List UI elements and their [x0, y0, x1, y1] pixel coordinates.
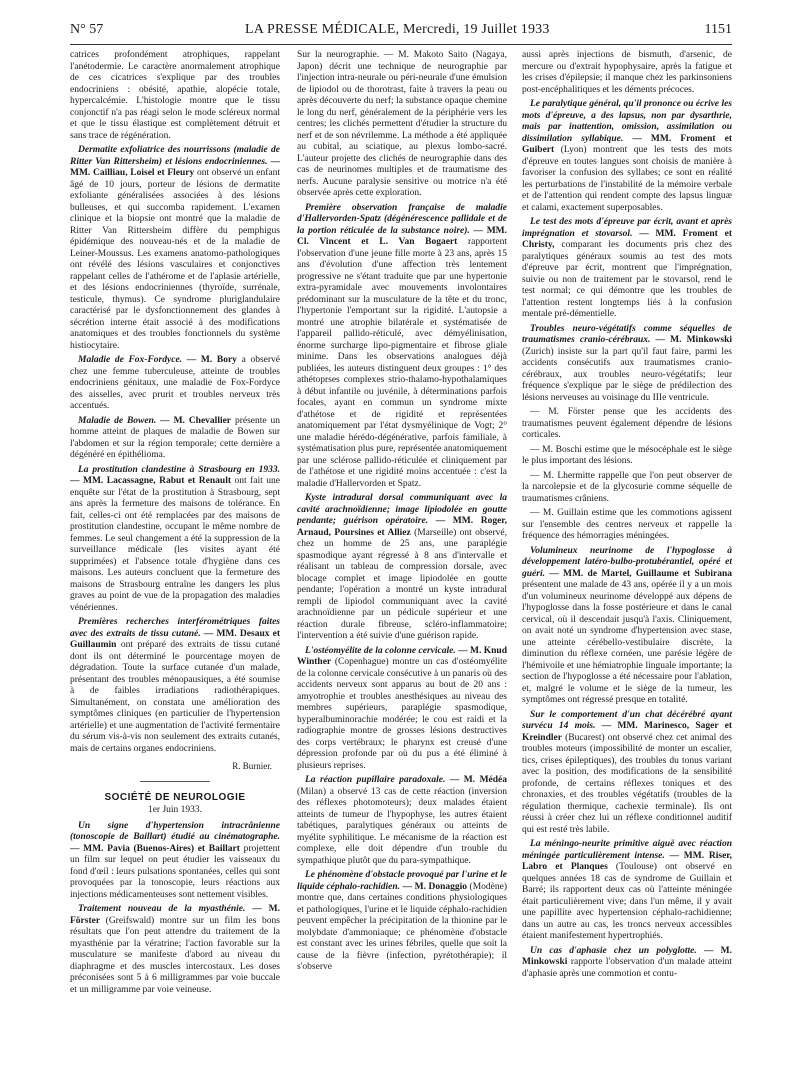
- article-authors: — MM. Marinesco, Sager et Kreindler: [522, 721, 732, 743]
- article-body: ont fait une enquête sur l'état de la prostitution à Strasbourg, sept ans après la fermeture des maisons de tolérance. En fait, celles-ci ont été remplacées par des maisons de prostitution clandestine, occupant le même nombre de femmes. Le seul changement a été la suppression de la surveillance médicale (les visites ayant été supprimées) et l'absence totale d'hygiène dans ces maisons. Les auteurs concluent que la fermeture des maisons de Strasbourg entraîne les dangers les plus graves au point de vue de la propagation des maladies vénériennes.: [70, 476, 280, 613]
- column-1: [70, 50, 280, 1070]
- discussion-remark: — M. Lhermitte rappelle que l'on peut observer de la narcolepsie et de la glycosurie comme séquelle de traumatismes crâniens.: [522, 470, 732, 504]
- article-body: ont préparé des extraits de tissu cutané dont ils ont déterminé le pourcentage moyen de dégradation. Toute la surface cutanée d'un malade, présentant des troubles ménopausiques, a été soumise à de faibles irradiations radiothérapiques. Simultanément, on constata une amélioration des symptômes cliniques (en particulier de l'hypertension artérielle) et une augmentation de l'activité fermentaire du sérum vis-à-vis non seulement des extraits cutanés, mais de certains organes endocriniens.: [70, 640, 280, 754]
- article: [70, 617, 280, 755]
- article-authors: — MM. Cl. Vincent et L. Van Bogaert: [297, 225, 507, 247]
- article-authors: — M. Minkowski: [655, 335, 732, 345]
- article-title: Maladie de Bowen.: [78, 415, 157, 426]
- article-title: Maladie de Fox-Fordyce.: [78, 355, 183, 365]
- article-authors: — MM. Cailliau, Loisel et Fleury: [70, 156, 280, 178]
- column-3: [522, 50, 732, 1070]
- article: [522, 839, 732, 943]
- article-title: Traitement nouveau de la myasthénie.: [78, 904, 246, 914]
- article-title: L'ostéomyélite de la colonne cervicale.: [305, 645, 456, 656]
- article-title: La méningo-neurite primitive aiguë avec réaction méningée particulièrement intense.: [522, 839, 732, 861]
- article-body: présente un homme atteint de plaques de maladie de Bowen sur l'abdomen et sur la région temporale; cette dernière a dégénéré en épithélioma.: [70, 415, 280, 460]
- article: [297, 775, 507, 867]
- article-body: (Marseille) ont observé, chez un homme de 25 ans, une paraplégie spasmodique ayant régressé à 8 ans d'intervalle et réalisant un tableau de compression dorsale, avec blocage complet et image lipiodolée en goutte pendante; l'opération a montré un kyste intradural rempli de lipiodol communiquant avec la cavité arachnoïdienne par un pédicule supérieur et une réaction durale fibreuse, scléro-inflammatoire; l'intervention a été suivie d'une guérison rapide.: [297, 527, 507, 641]
- article-body: (Milan) a observé 13 cas de cette réaction (inversion des réflexes photomoteurs); deux malades étaient atteints de tumeur de l'hypophyse, les autres étaient tabétiques, paralytiques généraux ou atteints de myélite syphilitique. Le mécanisme de la réaction est complexe, elle doit dépendre d'un trouble du sympathique plutôt que du para-sympathique.: [297, 786, 507, 866]
- article: [70, 465, 280, 615]
- article: [70, 355, 280, 413]
- article-body: rapportent l'observation d'une jeune fille morte à 23 ans, après 15 ans d'évolution d'une affection très lentement progressive ne s'étant traduite que par une hypertonie extra-pyramidale avec mouvements involontaires prédominant sur la musculature de la tête et du tronc, l'hypertonie l'emportant sur la rigidité. L'autopsie a montré une atrophie bilatérale et systématisée de l'appareil pallido-réticulé, avec démyélinisation, énorme surcharge lipo-pigmentaire et fibrose gliale minime. Dans les observations analogues déjà publiées, les auteurs distinguent deux groupes : 1° des athétoprses complexes strio-thalamo-hypothalamiques à début infantile ou juvénile, à déterminations parfois focales, ayant en commun un syndrome mixte d'athétose et de rigidité et représentées anatomiquement par l'état dysmyélinique de Vogt; 2° une maladie hérédo-dégénérative, parfois familiale, à systématisation plus pure, représentée anatomiquement par une sclérose pallido-réticulée et cliniquement par de l'athétose et une rigidité moins accentuée : c'est la maladie d'Hallervorden et Spatz.: [297, 237, 507, 489]
- page-header: [70, 22, 732, 44]
- article-authors: — M. Donaggio: [402, 881, 468, 892]
- article-body: a observé chez une femme tuberculeuse, atteinte de troubles endocriniens génitaux, une maladie de Fox-Fordyce des aisselles, avec prurit et troubles nerveux très accentués.: [70, 355, 280, 411]
- article: [70, 416, 280, 462]
- society-heading: SOCIÉTÉ DE NEUROLOGIE: [104, 791, 246, 803]
- page-number: 1151: [704, 22, 732, 37]
- paragraph: Sur la neurographie. — M. Makoto Saito (Nagaya, Japon) décrit une technique de neurographie par l'injection intra-neurale ou péri-neurale d'une émulsion de lipiodol ou de thorotrast, faite à travers la peau ou après découverte du nerf; la substance opaque chemine le long du nerf, généralement de la périphérie vers les centres; les clichés permettent d'étudier la structure du nerf et de son névrilemme. La méthode a été appliquée au cubital, au sciatique, au plexus lombo-sacré. L'auteur projette des clichés de neurographie dans des cas de neurinomes multiples et de traumatisme des nerfs. Aucune paralysie sensitive ou motrice n'a été observée après cette exploration.: [297, 50, 507, 198]
- article: [297, 203, 507, 491]
- discussion-remark: — M. Guillain estime que les commotions agissent sur l'ensemble des centres nerveux et rappelle la fréquence des hémorragies méningées.: [522, 508, 732, 541]
- article-body: ont observé un enfant âgé de 10 jours, porteur de lésions de dermatite exfoliante généralisées associées à des lésions bulleuses, et qui succomba rapidement. L'examen clinique et la biopsie ont montré que la maladie de Ritter Van Rittersheim diffère du pemphigus épidémique des nouveau-nés et de la maladie de Leiner-Moussus. Les examens anatomo-pathologiques ont révélé des lésions vasculaires et conjonctives rappelant celles de l'athérome et de l'aplasie artérielle, et des lésions endocriniennes (thyroïde, surrénale, testicule, thymus). Ce syndrome pluriglandulaire caractérisé par le dysfonctionnement des glandes à sécrétion interne était associé à des modifications anatomiques et des troubles fonctionnels du système histiocytaire.: [70, 168, 280, 351]
- article-body: (Modène) montre que, dans certaines conditions physiologiques et pathologiques, l'urine et le liquide céphalo-rachidien peuvent empêcher la précipitation de la thionine par le molybdate d'ammoniaque; ce phénomène d'obstacle est constant avec les urines fébriles, quelle que soit la cause de la fièvre (infection, pyrétothérapie); il s'observe: [297, 881, 507, 972]
- article-body: (Zurich) insiste sur la part qu'il faut faire, parmi les accidents consécutifs aux traumatismes cranio-cérébraux, aux troubles neuro-végétatifs; leur fréquence s'explique par le siège de prédilection des lésions nerveuses au voisinage du IIIe ventricule.: [522, 346, 732, 403]
- journal-title: LA PRESSE MÉDICALE, Mercredi, 19 Juillet 1933: [245, 22, 550, 37]
- article-body: (Bucarest) ont observé chez cet animal des troubles moteurs (impossibilité de monter un escalier, tics, crises épileptiques), des troubles du tonus variant avec la position, des modifications de la sensibilité profonde, de certains réflexes toniques et des chronaxies, et des troubles végétatifs (troubles de la régulation thermique, cachexie terminale). Ils ont réussi à créer chez lui un réflexe conditionnel auditif qui est resté très labile.: [522, 732, 732, 835]
- paragraph: catrices profondément atrophiques, rappelant l'anétodermie. Le caractère anormalement atrophique de ces cicatrices s'explique par des troubles endocriniens : obésité, apathie, alopécie totale, hypercalcémie. L'histologie montre que le tissu conjonctif n'a pas réagi selon le mode scléreux normal et que le tissu élastique est complètement détruit et sans trace de régénération.: [70, 50, 280, 141]
- article-authors: — M. Förster: [70, 904, 280, 926]
- article-title: Le paralytique général, qu'il prononce ou écrive les mots d'épreuve, a des lapsus, non par dysarthrie, mais par inattention, omission, assimilation ou dissimilation syllabique.: [522, 99, 732, 144]
- section-divider: [140, 781, 210, 782]
- article-title: Le phénomène d'obstacle provoqué par l'urine et le liquide céphalo-rachidien.: [297, 870, 507, 892]
- article-authors: — MM. Roger, Arnaud, Poursines et Alliez: [297, 516, 507, 538]
- article-authors: — M. Médéa: [449, 775, 507, 785]
- article-body: rapporte l'observation d'un malade atteint d'aphasie après une commotion et contu-: [522, 957, 732, 979]
- article-title: Un signe d'hypertension intracrânienne (tonoscopie de Baillart) étudié au cinématographe.: [70, 820, 280, 842]
- article-body: (Lyon) montrent que les tests des mots d'épreuve en toutes langues sont choisis de manière à favoriser la confusion des syllabes; ce sont en réalité les perturbations de l'instabilité de la mémoire verbale et de l'attention qui rendent compte des lapsus linguæ et calami, exactement superposables.: [522, 145, 732, 213]
- article: [522, 324, 732, 405]
- article-authors: — MM. Pavia (Buenos-Aires) et Baillart: [70, 843, 240, 854]
- article-body: comparant les documents pris chez des paralytiques généraux soumis au test des mots d'épreuve par écrit, montrent que l'imprégnation, suivie ou non de traitement par le stovarsol, rend le test normal; ce qui démontre que les troubles de l'attention restent longtemps liés à la confusion mentale pré-démentielle.: [522, 240, 732, 319]
- article-title: Première observation française de maladie d'Hallervorden-Spatz (dégénérescence pallidale et de la portion réticulée de la substance noire).: [297, 202, 507, 236]
- article-title: Volumineux neurinome de l'hypoglosse à développement latéro-bulbo-protubérantiel, opéré et guéri.: [522, 545, 732, 579]
- article-authors: — MM. Riser, Labro et Planques: [522, 850, 732, 872]
- article: [522, 217, 732, 321]
- article: [70, 821, 280, 902]
- article-body: projettent un film sur lequel on peut étudier les vaisseaux du fond d'œil : leurs pulsations spontanées, celles qui sont provoquées par la tonoscopie, leurs réactions aux injections médicamenteuses sont nettement visibles.: [70, 843, 280, 900]
- article: [522, 546, 732, 707]
- discussion-remark: — M. Boschi estime que le mésocéphale est le siège le plus important des lésions.: [522, 444, 732, 466]
- article-title: Sur le comportement d'un chat décérébré ayant survécu 14 mois.: [522, 709, 732, 731]
- article-authors: — M. Knud Winther: [297, 645, 507, 667]
- article-title: Dermatite exfoliatrice des nourrissons (maladie de Ritter Van Rittersheim) et lésions endocriniennes.: [70, 145, 280, 167]
- article: [522, 710, 732, 837]
- session-date: 1er Juin 1933.: [147, 805, 203, 815]
- article-title: Le test des mots d'épreuve par écrit, avant et après imprégnation et stovarsol.: [522, 217, 732, 239]
- article: [70, 904, 280, 996]
- article-title: Kyste intradural dorsal communiquant avec la cavité arachnoïdienne; image lipiodolée en goutte pendante; guérison opératoire.: [297, 493, 507, 526]
- article-title: Troubles neuro-végétatifs comme séquelles de traumatismes cranio-cérébraux.: [522, 323, 732, 345]
- article-authors: — M. Chevallier: [160, 415, 232, 426]
- article-body: présentent une malade de 43 ans, opérée il y a un mois d'un volumineux neurinome développé aux dépens de l'hypoglosse dans la fosse postérieure et dans le canal cervical, où il descendait jusqu'à l'axis. Cliniquement, on avait noté un syndrome d'hypertension avec stase, une atteinte cérébello-vestibulaire discrète, la diminution du réflexe cornéen, une parésie légère de l'hémivoile et une hémiatrophie linguale importante; la section de l'hypoglosse a été nécessaire pour l'ablation, et, malgré le volume et le siège de la tumeur, les symptômes ont régressé presque en totalité.: [522, 580, 732, 705]
- article-title: Un cas d'aphasie chez un polyglotte.: [530, 945, 697, 956]
- article: [522, 946, 732, 981]
- article-authors: — MM. Froment et Christy,: [522, 228, 732, 250]
- article-title: La réaction pupillaire paradoxale.: [305, 775, 446, 785]
- article: [297, 870, 507, 974]
- article: [70, 145, 280, 352]
- article-authors: — MM. Desaux et Guillaumin: [70, 628, 280, 650]
- column-2: [297, 50, 507, 1070]
- article-authors: — MM. de Martel, Guillaume et Subirana: [549, 568, 732, 579]
- article: [297, 646, 507, 773]
- article-body: (Greifswald) montre sur un film les bons résultats que l'on peut attendre du traitement de la myasthénie par la vératrine; l'action favorable sur la musculature se manifeste d'abord au niveau du diaphragme et des muscles intercostaux. Les doses préconisées sont 5 à 6 milligrammes par voie buccale et un milligramme par voie veineuse.: [70, 915, 280, 995]
- article-title: La prostitution clandestine à Strasbourg en 1933.: [78, 464, 280, 475]
- article-body: (Copenhague) montre un cas d'ostéomyélite de la colonne cervicale consécutive à un panaris où des accidents nerveux sont apparus au bout de 20 ans : amyotrophie et troubles anesthésiques au niveau des membres supérieurs, paraplégie spasmodique, hyperalbuminorachie modérée; le cou est raidi et la radiographie montre de grosses lésions destructives des corps vertébraux; le pharynx est creusé d'une dépression profonde par où du pus a été éliminé à plusieurs reprises.: [297, 657, 507, 771]
- article: [297, 493, 507, 643]
- signature: R. Burnier.: [232, 761, 272, 771]
- paragraph: aussi après injections de bismuth, d'arsenic, de mercure ou d'extrait hypophysaire, après la fatigue et les crises d'épilepsie; il manque chez les parkinsoniens post-encéphalitiques et les déments précoces.: [522, 50, 732, 95]
- article-authors: — M. Bory: [186, 355, 237, 365]
- article-authors: — MM. Froment et Guibert: [522, 133, 732, 155]
- article-authors: — M. Minkowski: [522, 945, 732, 967]
- header-rule: [70, 44, 732, 45]
- article: [522, 99, 732, 214]
- article-title: Premières recherches interférométriques faites avec des extraits de tissu cutané.: [70, 617, 280, 639]
- article-body: (Toulouse) ont observé en quelques années 18 cas de syndrome de Guillain et Barré; ils rapportent deux cas où l'atteinte méningée était particulièrement vive; dans l'un même, il y avait une papillite avec hypertension céphalo-rachidienne; dans un autre au cas, les troncs nerveux accessibles étaient manifestement hypertrophiés.: [522, 862, 732, 941]
- discussion-remark: — M. Förster pense que les accidents des traumatismes peuvent également dépendre de lésions corticales.: [522, 407, 732, 440]
- issue-number: N° 57: [70, 22, 104, 37]
- article-authors: — MM. Lacassagne, Rabut et Renault: [70, 476, 231, 486]
